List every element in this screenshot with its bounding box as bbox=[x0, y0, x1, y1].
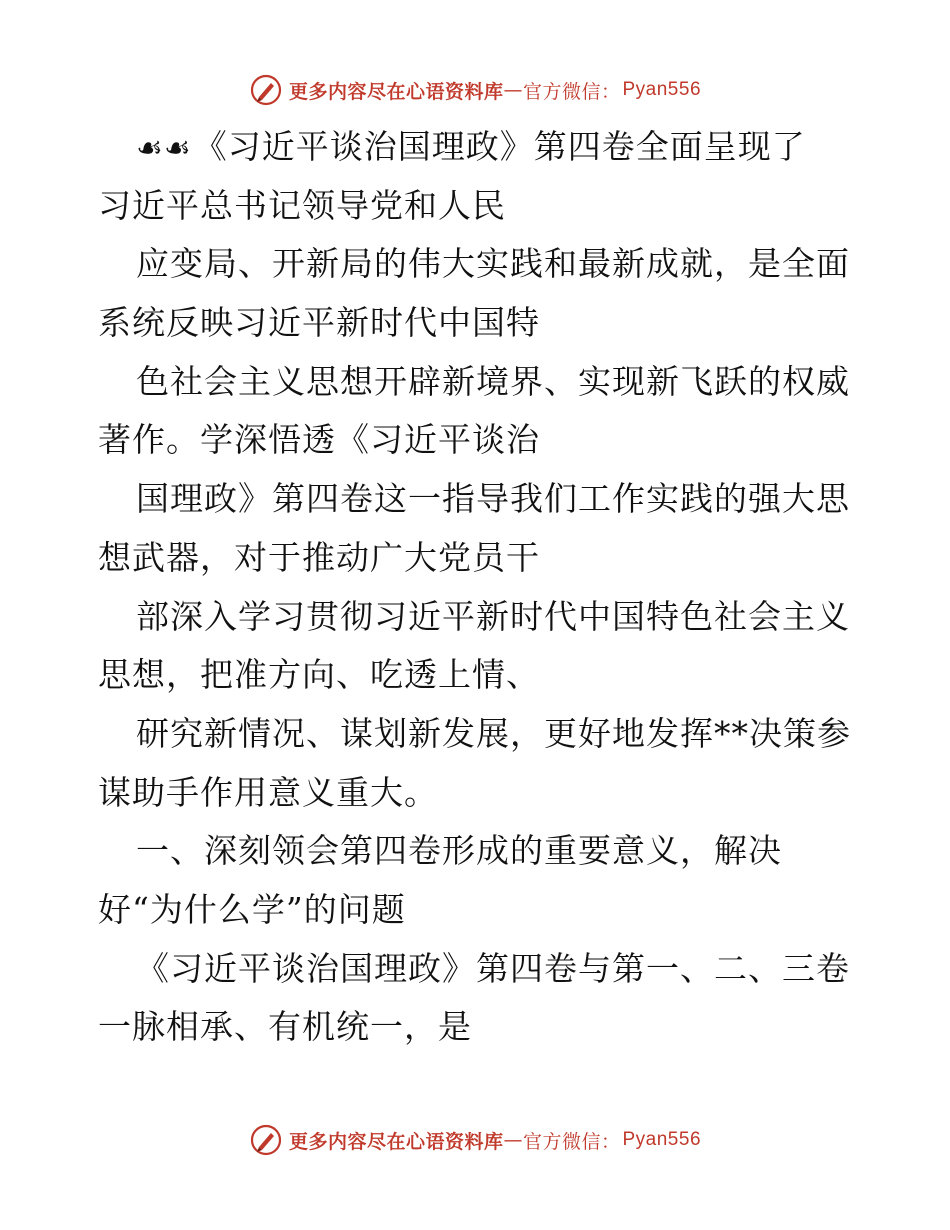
text-line-11: 研究新情况、谋划新发展，更好地发挥**决策参 bbox=[136, 713, 851, 753]
fleuron-ornament-icon: ☙☙ bbox=[136, 131, 192, 166]
text-line-2: 习近平总书记领导党和人民 bbox=[98, 185, 506, 225]
banner-wechat-id: Pyan556 bbox=[622, 1129, 702, 1150]
text-line-8: 想武器，对于推动广大党员干 bbox=[98, 537, 540, 577]
footer-banner bbox=[0, 1120, 950, 1160]
text-line-16: 一脉相承、有机统一，是 bbox=[98, 1007, 472, 1047]
text-line-12: 谋助手作用意义重大。 bbox=[98, 772, 438, 812]
banner-title: 更多内容尽在心语资料库 bbox=[288, 80, 504, 103]
text-line-15: 《习近平谈治国理政》第四卷与第一、二、三卷 bbox=[136, 948, 850, 988]
banner-dash: — bbox=[503, 79, 523, 101]
text-line-3: 应变局、开新局的伟大实践和最新成就，是全面 bbox=[136, 244, 850, 284]
text-line-9: 部深入学习贯彻习近平新时代中国特色社会主义 bbox=[136, 596, 850, 636]
text-line-7: 国理政》第四卷这一指导我们工作实践的强大思 bbox=[136, 479, 850, 519]
banner-wechat-id: Pyan556 bbox=[622, 79, 702, 100]
banner-title: 更多内容尽在心语资料库 bbox=[288, 1130, 504, 1153]
pen-logo-icon bbox=[249, 73, 283, 107]
text-line-1: ☙☙《习近平谈治国理政》第四卷全面呈现了 bbox=[136, 127, 806, 166]
banner-wechat-label: 官方微信： bbox=[522, 80, 621, 103]
document-body bbox=[98, 118, 858, 1057]
pen-logo-icon bbox=[249, 1123, 283, 1157]
section-heading: 一、深刻领会第四卷形成的重要意义，解决 bbox=[136, 831, 782, 871]
banner-dash: — bbox=[503, 1129, 523, 1151]
text-line-6: 著作。学深悟透《习近平谈治 bbox=[98, 420, 540, 460]
banner-wechat-label: 官方微信： bbox=[522, 1130, 621, 1153]
text-line-10: 思想，把准方向、吃透上情、 bbox=[98, 655, 540, 695]
text-line-5: 色社会主义思想开辟新境界、实现新飞跃的权威 bbox=[136, 361, 850, 401]
section-heading-cont: 好“为什么学”的问题 bbox=[98, 889, 406, 929]
text-line-4: 系统反映习近平新时代中国特 bbox=[98, 303, 540, 343]
header-banner bbox=[0, 70, 950, 110]
